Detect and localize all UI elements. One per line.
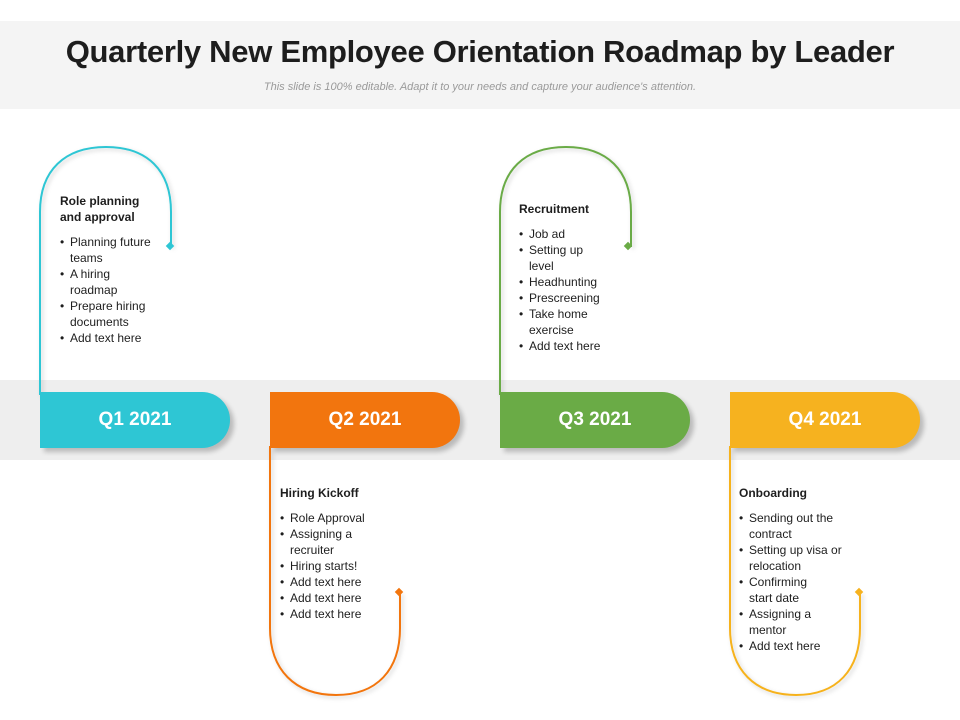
q1-card-list xyxy=(60,234,160,346)
q4-pill xyxy=(730,392,920,448)
list-item: • Sending out the contract xyxy=(739,510,837,542)
list-item: • Hiring starts! xyxy=(280,558,390,574)
list-item: • Take home exercise xyxy=(519,306,609,338)
page-title: Quarterly New Employee Orientation Roadmap by Leader xyxy=(65,34,895,69)
q4-card-title: Onboarding xyxy=(739,486,807,500)
list-item: • Add text here xyxy=(280,574,390,590)
list-item: • Add text here xyxy=(739,638,844,654)
q1-card xyxy=(60,193,160,346)
q3-label: Q3 2021 xyxy=(558,409,632,430)
q4-connector-end xyxy=(855,588,863,596)
q3-pill xyxy=(500,392,690,448)
q2-card-title: Hiring Kickoff xyxy=(280,486,359,500)
list-item: • Assigning a recruiter xyxy=(280,526,365,558)
list-item: • Prescreening xyxy=(519,290,619,306)
list-item: • Add text here xyxy=(60,330,160,346)
q3-card-title: Recruitment xyxy=(519,202,590,216)
q1-connector-end xyxy=(166,242,174,250)
list-item: • Setting up level xyxy=(519,242,599,274)
q1-card-title: Role planning and approval xyxy=(60,194,140,224)
list-item: • Role Approval xyxy=(280,510,390,526)
list-item: • Assigning a mentor xyxy=(739,606,829,638)
list-item: • Add text here xyxy=(280,590,390,606)
q1-pill xyxy=(40,392,230,448)
list-item: • Headhunting xyxy=(519,274,619,290)
q2-pill xyxy=(270,392,460,448)
list-item: • Job ad xyxy=(519,226,619,242)
q2-connector-end xyxy=(395,588,403,596)
list-item: • Add text here xyxy=(280,606,390,622)
q2-card-list xyxy=(280,510,390,622)
q4-label: Q4 2021 xyxy=(788,409,862,430)
q3-card-list xyxy=(519,226,619,354)
q4-card-list xyxy=(739,510,844,654)
list-item: • Add text here xyxy=(519,338,619,354)
q2-label: Q2 2021 xyxy=(328,409,402,430)
page-subtitle: This slide is 100% editable. Adapt it to your needs and capture your audience's attention. xyxy=(263,81,697,93)
q1-label: Q1 2021 xyxy=(98,409,172,430)
q4-card xyxy=(739,485,844,654)
list-item: • A hiring roadmap xyxy=(60,266,160,298)
q2-card xyxy=(280,485,390,622)
q3-card xyxy=(519,201,619,354)
list-item: • Prepare hiring documents xyxy=(60,298,160,330)
list-item: • Setting up visa or relocation xyxy=(739,542,849,574)
list-item: • Planning future teams xyxy=(60,234,160,266)
list-item: • Confirming start date xyxy=(739,574,829,606)
